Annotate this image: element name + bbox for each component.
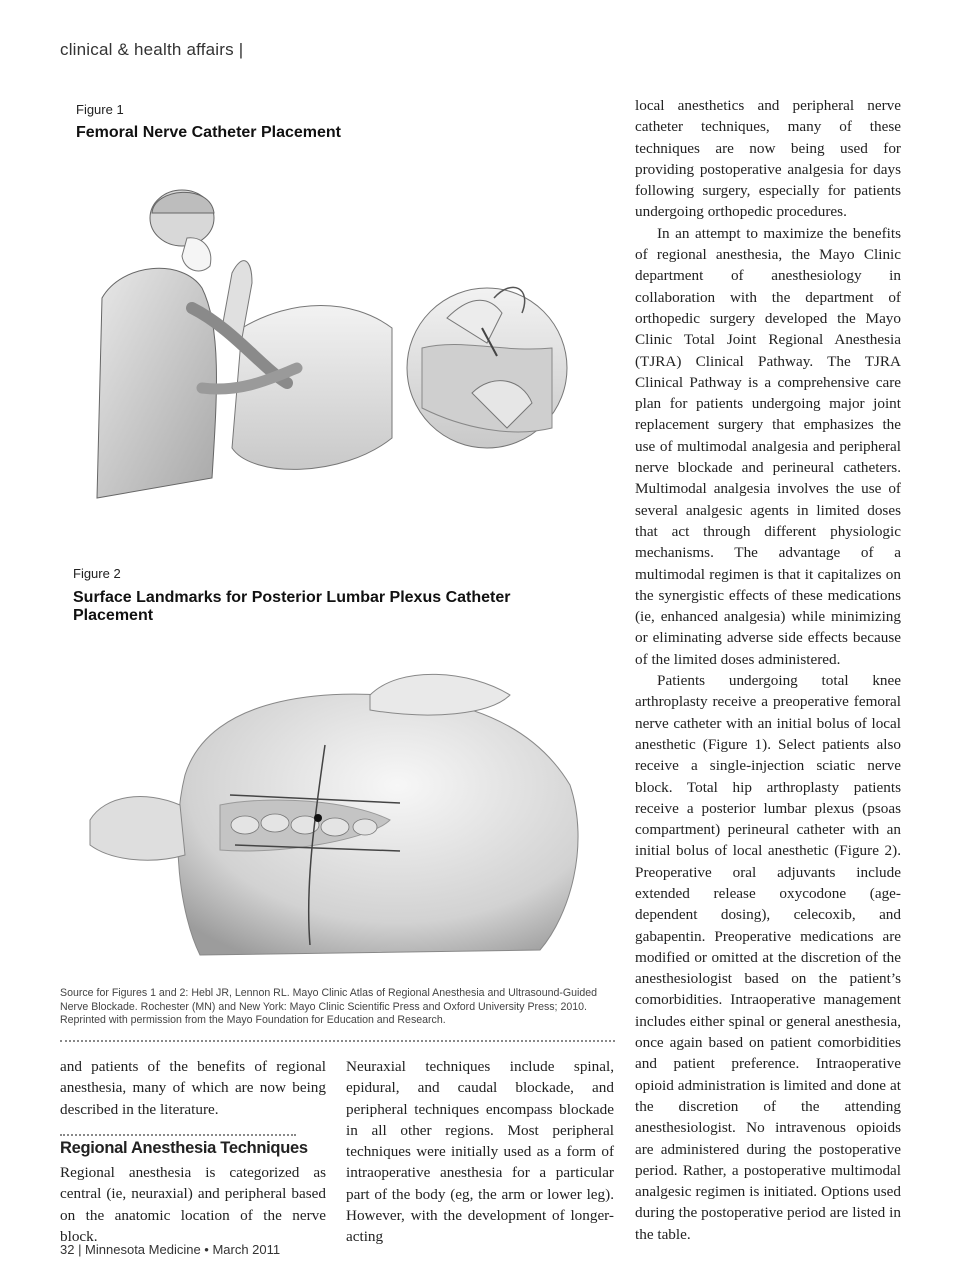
- figure-1-title: Femoral Nerve Catheter Placement: [76, 124, 341, 141]
- column-1-paragraph-1: [60, 1056, 326, 1120]
- section-header: clinical & health affairs |: [60, 40, 244, 59]
- page-footer: 32 | Minnesota Medicine • March 2011: [60, 1242, 281, 1257]
- column-1-paragraph-2: [60, 1162, 326, 1247]
- figure-2-title: Surface Landmarks for Posterior Lumbar Plexus Catheter Placement: [73, 589, 511, 624]
- column-1-text-2: Regional anesthesia is categorized as central (ie, neuraxial) and peripheral based on the anatomic location of the nerve block.: [60, 1164, 326, 1245]
- figure-1-illustration: [92, 178, 592, 518]
- figure-2-illustration: [70, 655, 590, 975]
- source-divider: [60, 1040, 615, 1042]
- column-3-paragraph-1: local anesthetics and peripheral nerve catheter techniques, many of these techniques are now being used for providing postoperative analgesia for days following surgery, especially for patients undergoing orthopedic procedures.: [635, 97, 901, 221]
- figure-1-label: Figure 1: [76, 102, 124, 117]
- column-2-paragraph: [346, 1056, 614, 1248]
- column-3-paragraph-3: Patients undergoing total knee arthroplasty receive a preoperative femoral nerve catheter with an initial bolus of local anesthetic (Figure 1). Select patients also receive a single-injection sciatic nerve block. Total hip arthroplasty patients receive a posterior lumbar plexus (psoas compartment) perineural catheter with an initial bolus of local anesthetic (Figure 2). Preoperative oral adjuvants include extended release oxycodone (age-dependent dosing), celecoxib, and gabapentin. Preoperative medications are modified or omitted at the discretion of the anesthesiologist based on the patient’s comorbidities. Intraoperative management includes either spinal or general anesthesia, once again based on patient comorbidities and patient preference. Intraoperative opioid administration is limited and done at the discretion of the attending anesthesiologist. No intravenous opioids are administered during the postoperative period. Rather, a postoperative multimodal analgesic regimen is initiated. Options used during the postoperative period are listed in the table.: [635, 672, 901, 1243]
- column-3: [635, 95, 901, 1245]
- column-3-paragraph-2: In an attempt to maximize the benefits of regional anesthesia, the Mayo Clinic department of anesthesiology in collaboration with the department of orthopedic surgery developed the Mayo Clinic Total Joint Regional Anesthesia (TJRA) Clinical Pathway. The TJRA Clinical Pathway is a comprehensive care plan for patients undergoing major joint replacement surgery that emphasizes the use of multimodal analgesia and peripheral nerve blockade and perineural catheters. Multimodal analgesia involves the use of several analgesic agents in limited doses that act through different physiologic mechanisms. The advantage of a multimodal regimen is that it capitalizes on the synergistic effects of these medications (ie, enhanced analgesia) while minimizing or eliminating adverse side effects because of the limited doses administered.: [635, 224, 901, 668]
- section-heading: Regional Anesthesia Techniques: [60, 1139, 308, 1157]
- figure-2-label: Figure 2: [73, 566, 121, 581]
- column-2-text: Neuraxial techniques include spinal, epidural, and caudal blockade, and peripheral techniques encompass blockade in all other regions. Most peripheral techniques were initially used as a form of intraoperative anesthesia for a particular part of the body (eg, the arm or lower leg). However, with the development of longer-acting: [346, 1058, 614, 1246]
- heading-divider: [60, 1134, 296, 1136]
- figure-source-credit: Source for Figures 1 and 2: Hebl JR, Lennon RL. Mayo Clinic Atlas of Regional Anesthesia and Ultrasound-Guided Nerve Blockade. Rochester (MN) and New York: Mayo Clinic Scientific Press and Oxford University Press; 2010. Reprinted with permission from the Mayo Foundation for Education and Research.: [60, 987, 598, 1026]
- column-1-text: and patients of the benefits of regional anesthesia, many of which are now being described in the literature.: [60, 1058, 326, 1118]
